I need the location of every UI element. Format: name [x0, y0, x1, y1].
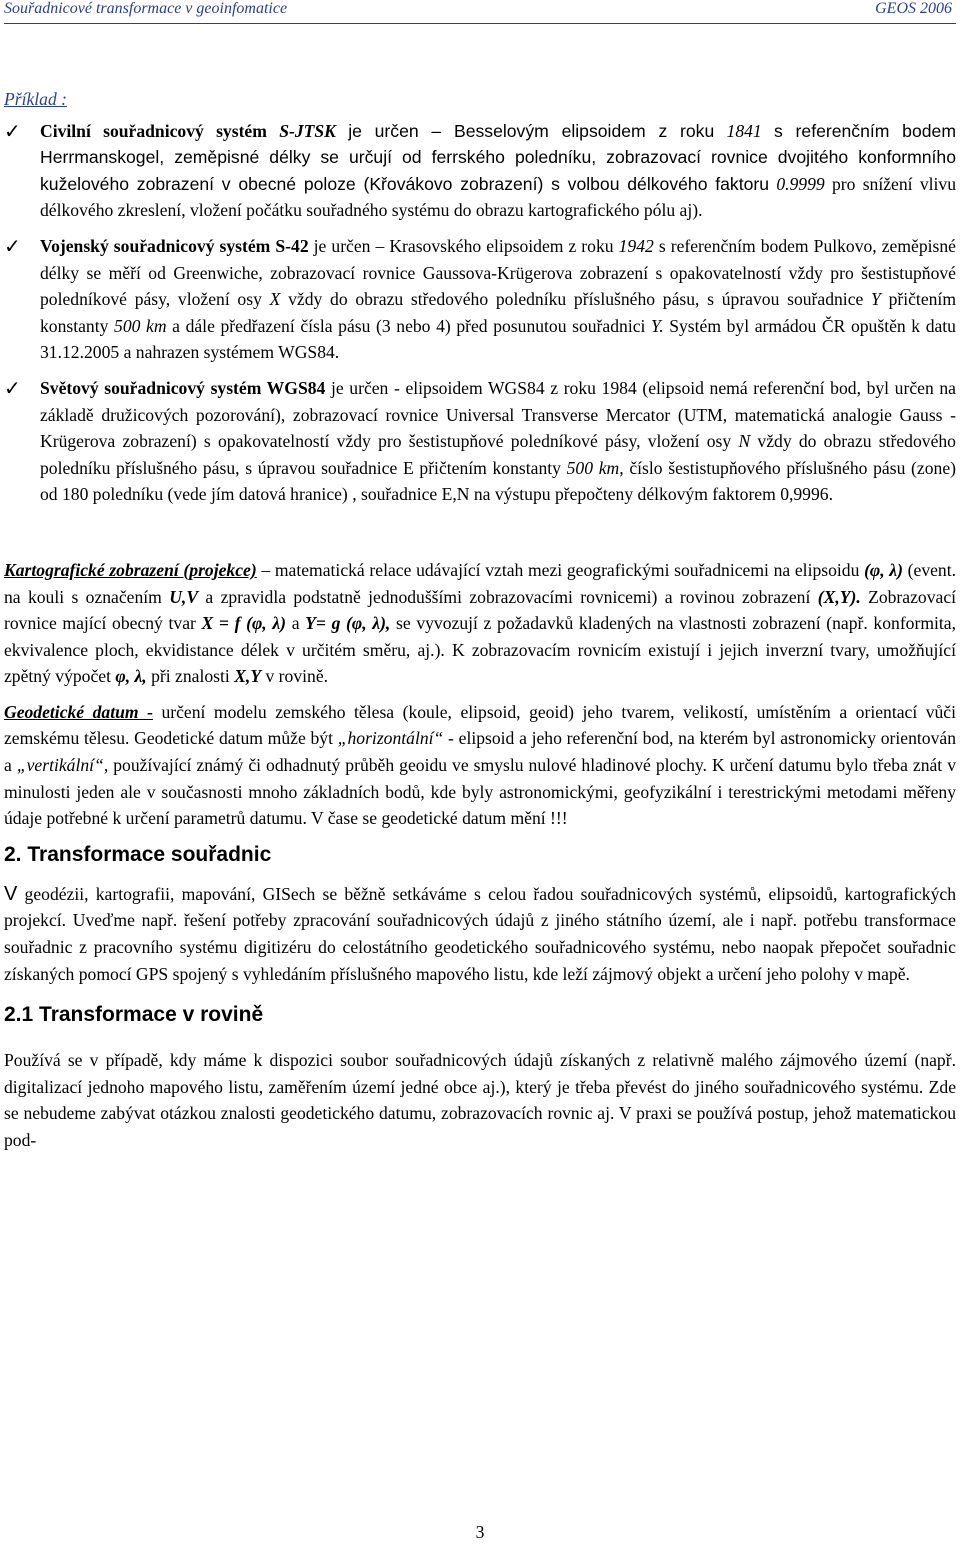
page-header: [0, 0, 960, 22]
spacer: [4, 517, 956, 557]
header-divider: [4, 23, 956, 24]
paragraph-kartograficke-zobrazeni: Kartografické zobrazení (projekce) – matematická relace udávající vztah mezi geografickými souřadnicemi na elipsoidu (φ, λ) (event. na kouli s označením U,V a zpravidla podstatně jednoduššími zobrazovacími rovnicemi) a rovinou zobrazení (X,Y). Zobrazovací rovnice mající obecný tvar X = f (φ, λ) a Y= g (φ, λ), se vyvozují z požadavků kladených na vlastnosti zobrazení (např. konformita, ekvivalence ploch, ekvidistance délek v určitém směru, aj.). K zobrazovacím rovnicím existují i jejich inverzní tvary, umožňující zpětný výpočet φ, λ, při znalosti X,Y v rovině.: [4, 559, 957, 687]
page-content: [4, 86, 956, 1163]
example-label: Příklad :: [4, 89, 68, 109]
list-item-sjtsk: ✓ Civilní souřadnicový systém S-JTSK je určen – Besselovým elipsoidem z roku 1841 s referenčním bodem Herrmanskogel, zeměpisné délky se určují od ferrského poledníku, zobrazovací rovnice dvojitého konformního kuželového zobrazení v obecné poloze (Křovákovo zobrazení) s volbou délkového faktoru 0.9999 pro snížení vlivu délkového zkreslení, vložení počátku souřadného systému do obrazu kartografického pólu aj).: [4, 118, 956, 221]
header-event: GEOS 2006: [875, 0, 952, 17]
list-item-s42: ✓ Vojenský souřadnicový systém S-42 je určen – Krasovského elipsoidem z roku 1942 s referenčním bodem Pulkovo, zeměpisné délky se měří od Greenwiche, zobrazovací rovnice Gaussova-Krügerova zobrazení s opakovatelností vždy pro šestistupňové poledníkové pásy, vložení osy X vždy do obrazu středového poledníku příslušného pásu, s úpravou souřadnice Y přičtením konstanty 500 km a dále předřazení čísla pásu (3 nebo 4) před posunutou souřadnici Y. Systém byl armádou ČR opuštěn k datu 31.12.2005 a nahrazen systémem WGS84.: [4, 233, 956, 363]
list-item-wgs84: ✓ Světový souřadnicový systém WGS84 je určen - elipsoidem WGS84 z roku 1984 (elipsoid nemá referenční bod, byl určen na základě družicových pozorování), zobrazovací rovnice Universal Transverse Mercator (UTM, matematická analogie Gauss - Krügerova zobrazení) s opakovatelností vždy pro šestistupňové poledníkové pásy, vložení osy N vždy do obrazu středového poledníku příslušného pásu, s úpravou souřadnice E přičtením konstanty 500 km, číslo šestistupňového příslušného pásu (zone) od 180 poledníku (vede jím datová hranice) , souřadnice E,N na výstupu přepočteny délkovým faktorem 0,9996.: [4, 375, 956, 505]
checkmark-icon: ✓: [4, 118, 21, 143]
section-heading-2: 2. Transformace souřadnic: [4, 842, 272, 866]
term-heading: Kartografické zobrazení (projekce): [4, 559, 257, 580]
term-heading: Geodetické datum -: [4, 701, 153, 722]
header-title: Souřadnicové transformace v geoinfomatice: [4, 0, 288, 17]
section-2-paragraph: V geodézii, kartografii, mapování, GISech se běžně setkáváme s celou řadou souřadnicových systémů, elipsoidů, kartografických projekcí. Uveďme např. řešení potřeby zpracování souřadnicových údajů z jiného státního území, ale i např. potřebu transformace souřadnic z pracovního systému digitizéru do celostátního geodetického souřadnicového systému, nebo naopak přepočet souřadnic získaných pomocí GPS spojený s vyhledáním příslušného mapového listu, kde leží zájmový objekt a určení jeho polohy v mapě.: [4, 882, 956, 984]
page-number: 3: [475, 1522, 485, 1542]
item-term: Vojenský souřadnicový systém S-42: [40, 235, 309, 256]
paragraph-geodeticke-datum: Geodetické datum - určení modelu zemského tělesa (koule, elipsoid, geoid) jeho tvarem, velikostí, umístěním a orientací vůči zemskému tělesu. Geodetické datum může být „horizontální“ - elipsoid a jeho referenční bod, na kterém byl astronomicky orientován a „vertikální“, používající známý či odhadnutý průběh geoidu ve smyslu nulové hladinové plochy. K určení datumu bylo třeba znát v minulosti jeden ale v současnosti mnoho základních bodů, kde byly astronomickými, geofyzikální i terestrickými metodami měřeny údaje potřebné k určení parametrů datumu. V čase se geodetické datum mění !!!: [4, 701, 957, 829]
item-term: Civilní souřadnicový systém: [40, 120, 267, 141]
section-2-1-paragraph: Používá se v případě, kdy máme k dispozici soubor souřadnicových údajů získaných z relativně malého zájmového území (např. digitalizací jednoho mapového listu, zaměřením území jedné obce aj.), který je třeba převést do jiného souřadnicového systému. Zde se nebudeme zabývat otázkou znalosti geodetického datumu, zobrazovacích rovnic aj. V praxi se používá postup, jehož matematickou pod-: [4, 1050, 956, 1150]
checkmark-icon: ✓: [4, 375, 21, 400]
section-heading-2-1: 2.1 Transformace v rovině: [4, 1003, 264, 1027]
item-term: Světový souřadnicový systém WGS84: [40, 377, 326, 398]
checkmark-icon: ✓: [4, 233, 21, 258]
